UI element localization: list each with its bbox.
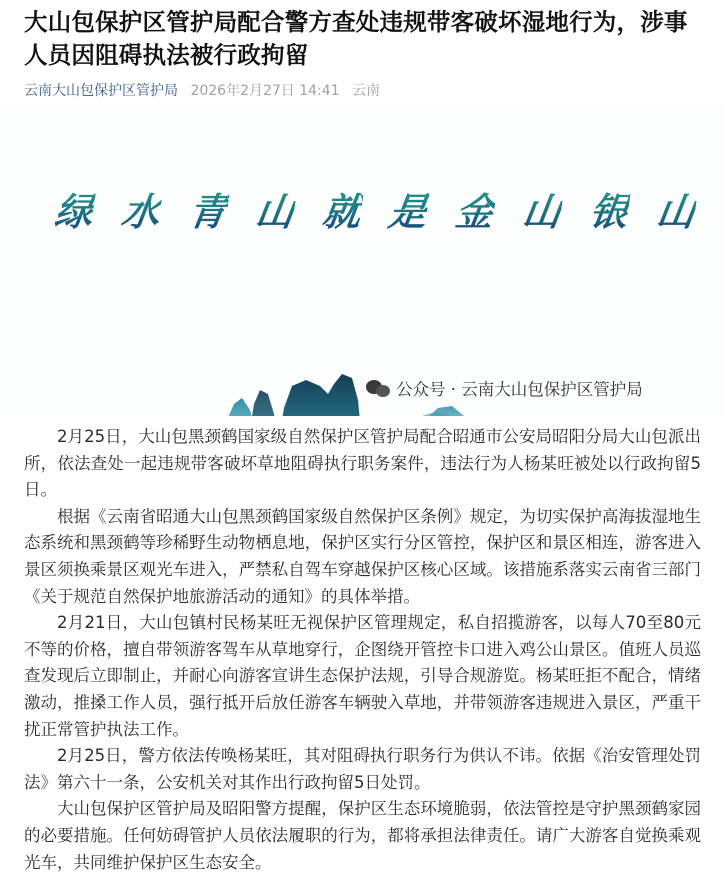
paragraph: 2月21日，大山包镇村民杨某旺无视保护区管理规定，私自招揽游客，以每人70至80元不等的价格，擅自带领游客驾车从草地穿行，企图绕开管控卡口进入鸡公山景区。值班人员巡查发现后立即制止，并耐心向游客宣讲生态保护法规，引导合规游览。杨某旺拒不配合，情绪激动，推搡工作人员，强行抵开后放任游客车辆驶入草地，并带领游客违规进入景区，严重干扰正常管护执法工作。 (24, 613, 701, 739)
watermark-text: 公众号 · 云南大山包保护区管护局 (396, 380, 643, 399)
slogan-char: 水 (118, 189, 164, 234)
article-image[interactable] (0, 106, 725, 416)
slogan-char: 银 (586, 189, 632, 234)
paragraph: 2月25日，警方依法传唤杨某旺，其对阻碍执行职务行为供认不讳。依据《治安管理处罚法》第六十一条，公安机关对其作出行政拘留5日处罚。 (24, 746, 701, 792)
paragraph: 根据《云南省昭通大山包黑颈鹤国家级自然保护区条例》规定，为切实保护高海拔湿地生态系统和黑颈鹤等珍稀野生动物栖息地，保护区实行分区管控，保护区和景区相连，游客进入景区须换乘景区观光车进入，严禁私自驾车穿越保护区核心区域。该措施系落实云南省三部门《关于规范自然保护地旅游活动的通知》的具体举措。 (24, 506, 701, 606)
image-watermark (366, 376, 643, 400)
slogan-char: 是 (386, 189, 431, 234)
paragraph: 2月25日，大山包黑颈鹤国家级自然保护区管护局配合昭通市公安局昭阳分局大山包派出所，依法查处一起违规带客破坏草地阻碍执行职务案件，违法行为人杨某旺被处以行政拘留5日。 (24, 427, 701, 500)
slogan-char: 山 (653, 189, 699, 234)
slogan-char: 绿 (51, 189, 97, 234)
slogan-char: 山 (252, 189, 297, 234)
wechat-icon (366, 378, 392, 398)
slogan-char: 山 (520, 189, 565, 234)
slogan-char: 就 (319, 189, 364, 234)
article-body (24, 424, 703, 876)
publish-location: 云南 (352, 83, 381, 99)
article-title: 大山包保护区管护局配合警方查处违规带客破坏湿地行为，涉事人员因阻碍执法被行政拘留 (24, 8, 688, 69)
source-account-link[interactable]: 云南大山包保护区管护局 (24, 83, 178, 99)
slogan-calligraphy (51, 188, 699, 236)
slogan-char: 青 (185, 189, 230, 234)
article-meta (24, 80, 703, 102)
publish-time: 2026年2月27日 14:41 (190, 83, 340, 99)
paragraph: 大山包保护区管护局及昭阳警方提醒，保护区生态环境脆弱，依法管控是守护黑颈鹤家园的必要措施。任何妨碍管护人员依法履职的行为，都将承担法律责任。请广大游客自觉换乘观光车，共同维护保护区生态安全。 (24, 799, 701, 872)
slogan-char: 金 (453, 189, 498, 234)
